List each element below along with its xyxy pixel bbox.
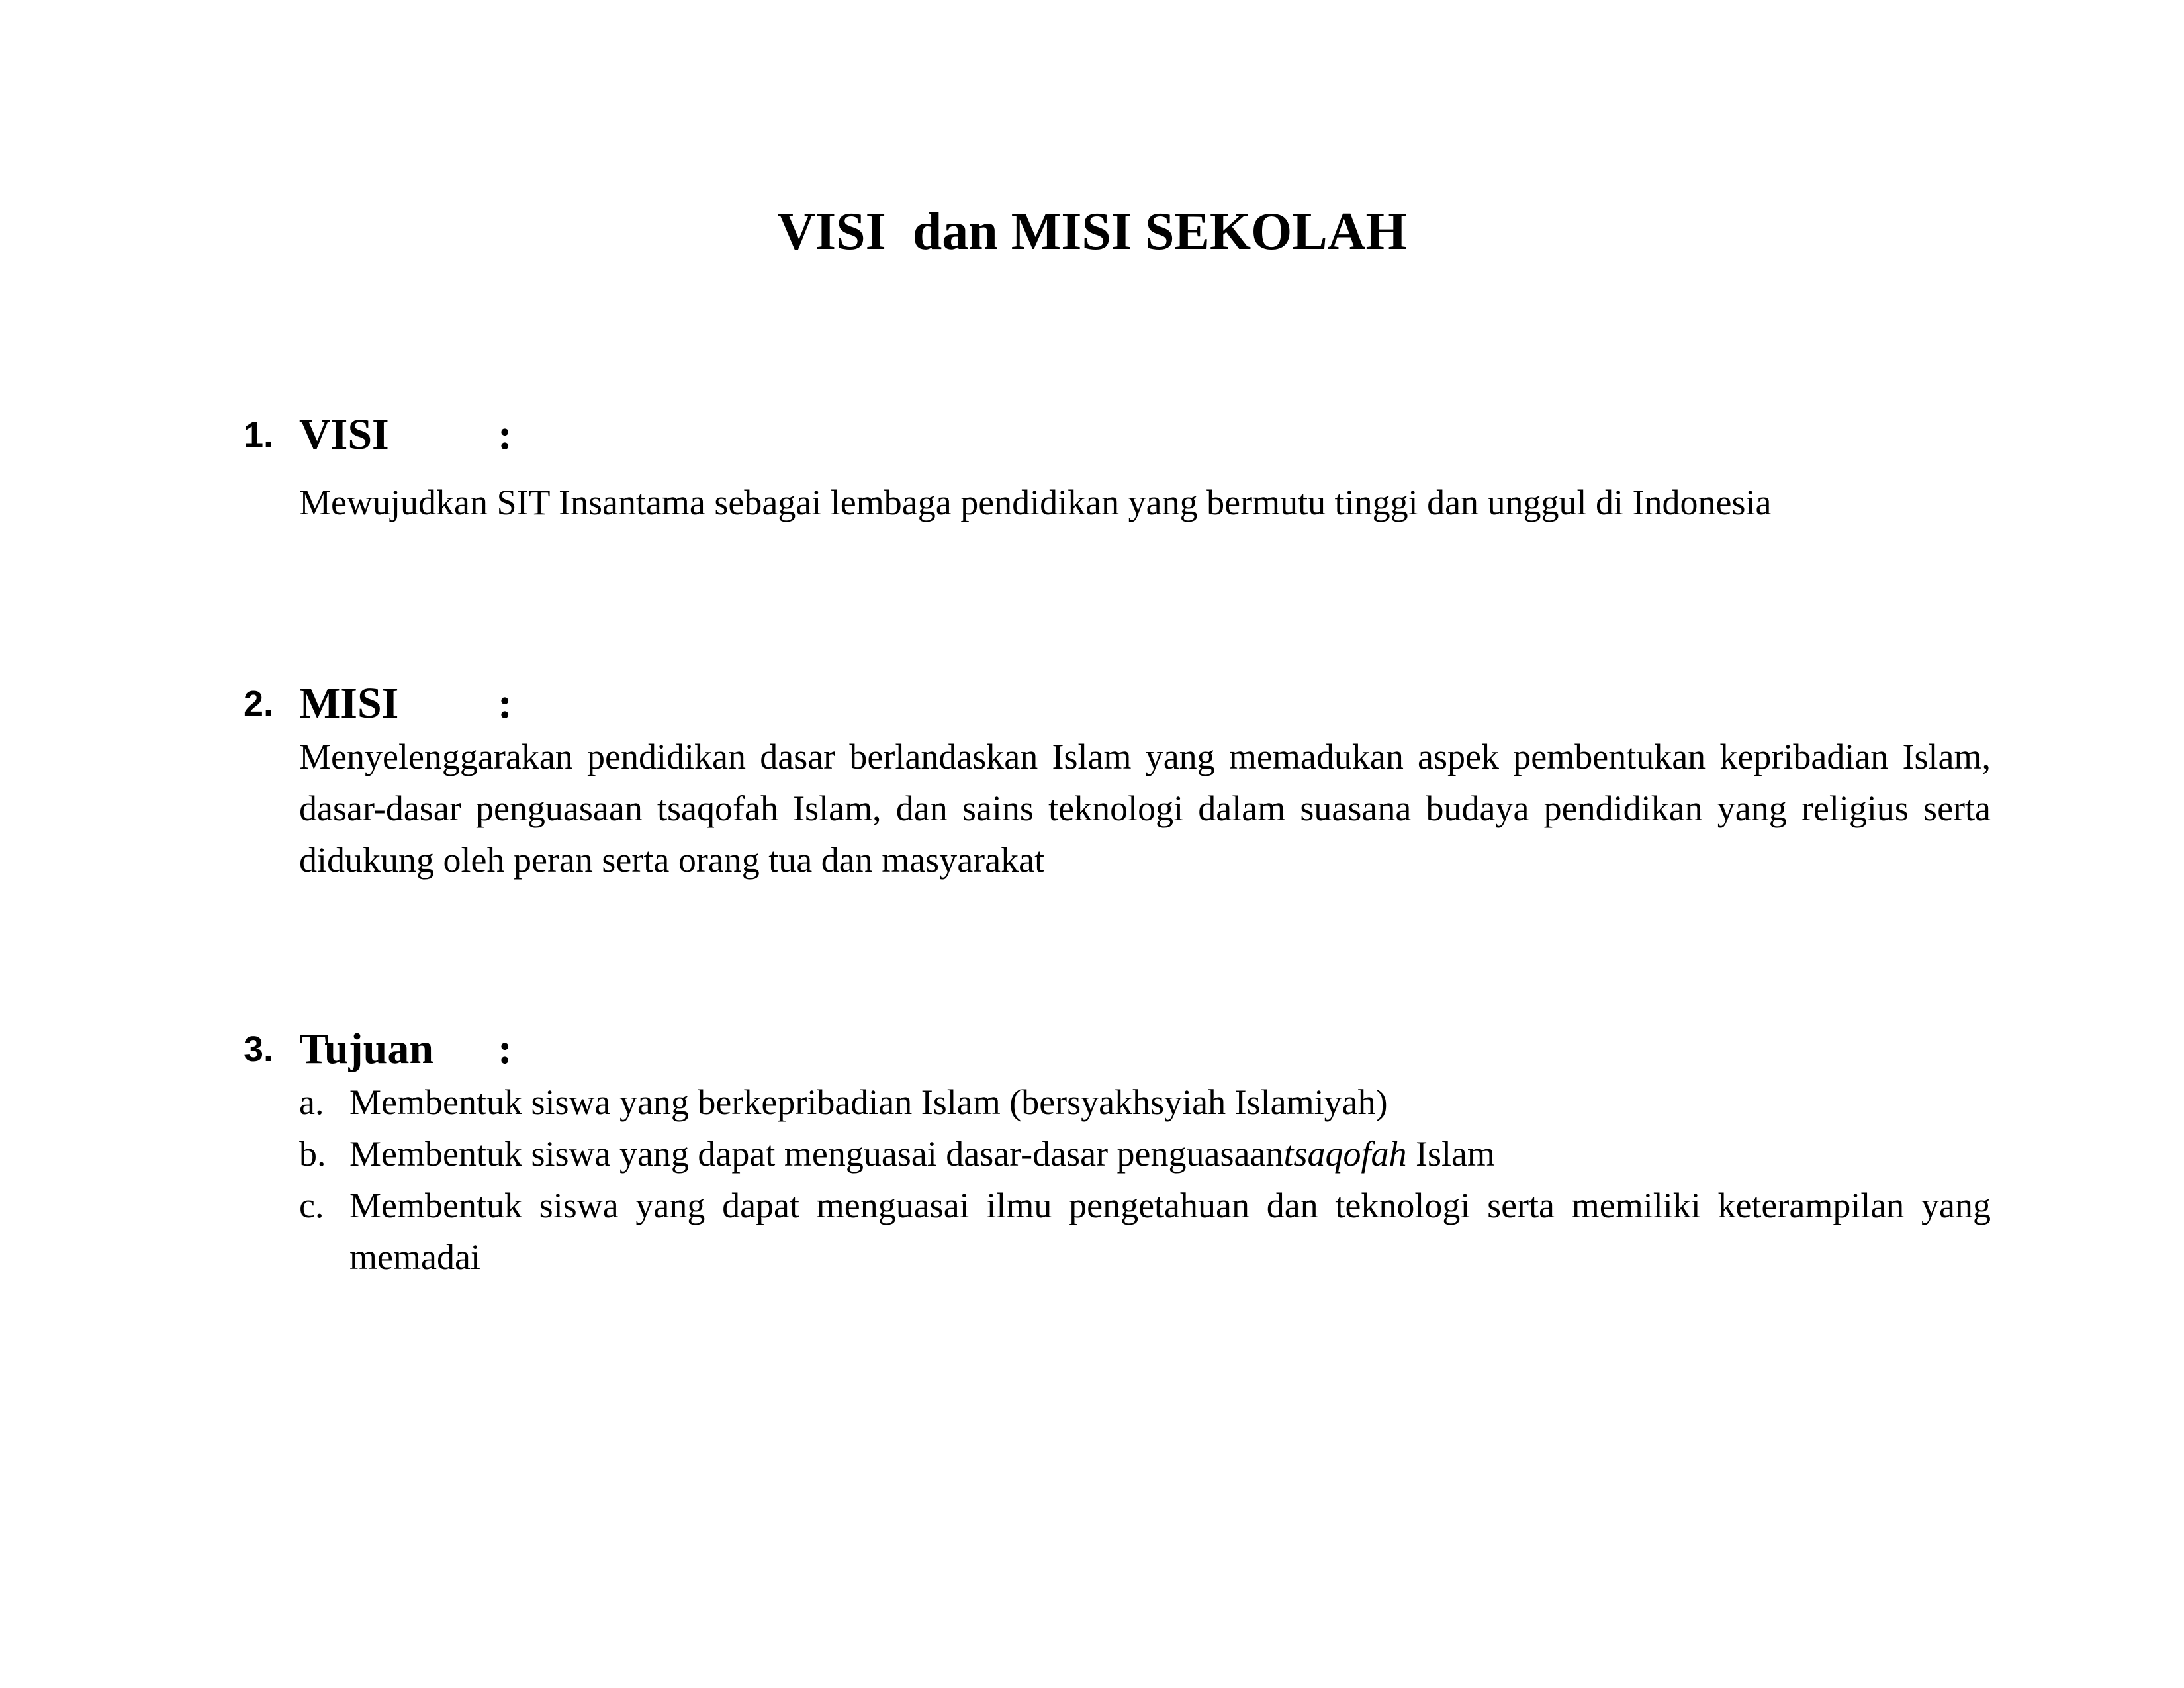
section-tujuan-label: Tujuan <box>299 1025 434 1073</box>
page-title: VISI dan MISI SEKOLAH <box>777 203 1407 261</box>
list-item-text-italic: tsaqofah <box>1283 1134 1407 1174</box>
section-misi-text: Menyelenggarakan pendidikan dasar berlandaskan Islam yang memadukan aspek pembentukan kepribadian Islam, dasar-dasar penguasaan tsaqofah Islam, dan sains teknologi dalam suasana budaya pendidikan yang religius serta didukung oleh peran serta orang tua dan masyarakat <box>299 737 1991 880</box>
section-tujuan <box>244 1019 1991 1283</box>
tujuan-list-item <box>299 1128 1991 1180</box>
list-item-text: Membentuk siswa yang dapat menguasai dasar-dasar penguasaan <box>349 1134 1284 1174</box>
section-misi-label: MISI <box>299 679 399 727</box>
section-tujuan-number: 3. <box>244 1029 274 1069</box>
section-misi-colon: : <box>498 679 512 727</box>
section-visi-heading <box>244 405 1991 465</box>
section-visi-text: Mewujudkan SIT Insantama sebagai lembaga pendidikan yang bermutu tinggi dan unggul di Indonesia <box>299 483 1772 522</box>
section-visi-colon: : <box>498 410 512 459</box>
section-visi <box>244 405 1991 528</box>
section-tujuan-heading <box>244 1019 1991 1079</box>
tujuan-list <box>299 1076 1991 1283</box>
section-visi-label: VISI <box>299 410 389 459</box>
list-item-marker: c. <box>299 1186 324 1225</box>
tujuan-list-item <box>299 1180 1991 1283</box>
list-item-marker: a. <box>299 1082 324 1122</box>
section-misi <box>244 674 1991 886</box>
list-item-marker: b. <box>299 1134 326 1174</box>
section-visi-number: 1. <box>244 415 274 455</box>
section-misi-number: 2. <box>244 684 274 724</box>
tujuan-list-item <box>299 1076 1991 1128</box>
list-item-text: Membentuk siswa yang berkepribadian Islam (bersyakhsyiah Islamiyah) <box>349 1082 1388 1122</box>
list-item-text: Membentuk siswa yang dapat menguasai ilmu pengetahuan dan teknologi serta memiliki keterampilan yang memadai <box>349 1186 1991 1277</box>
list-item-text-end: Islam <box>1406 1134 1495 1174</box>
section-tujuan-colon: : <box>498 1025 512 1073</box>
section-misi-heading <box>244 674 1991 733</box>
